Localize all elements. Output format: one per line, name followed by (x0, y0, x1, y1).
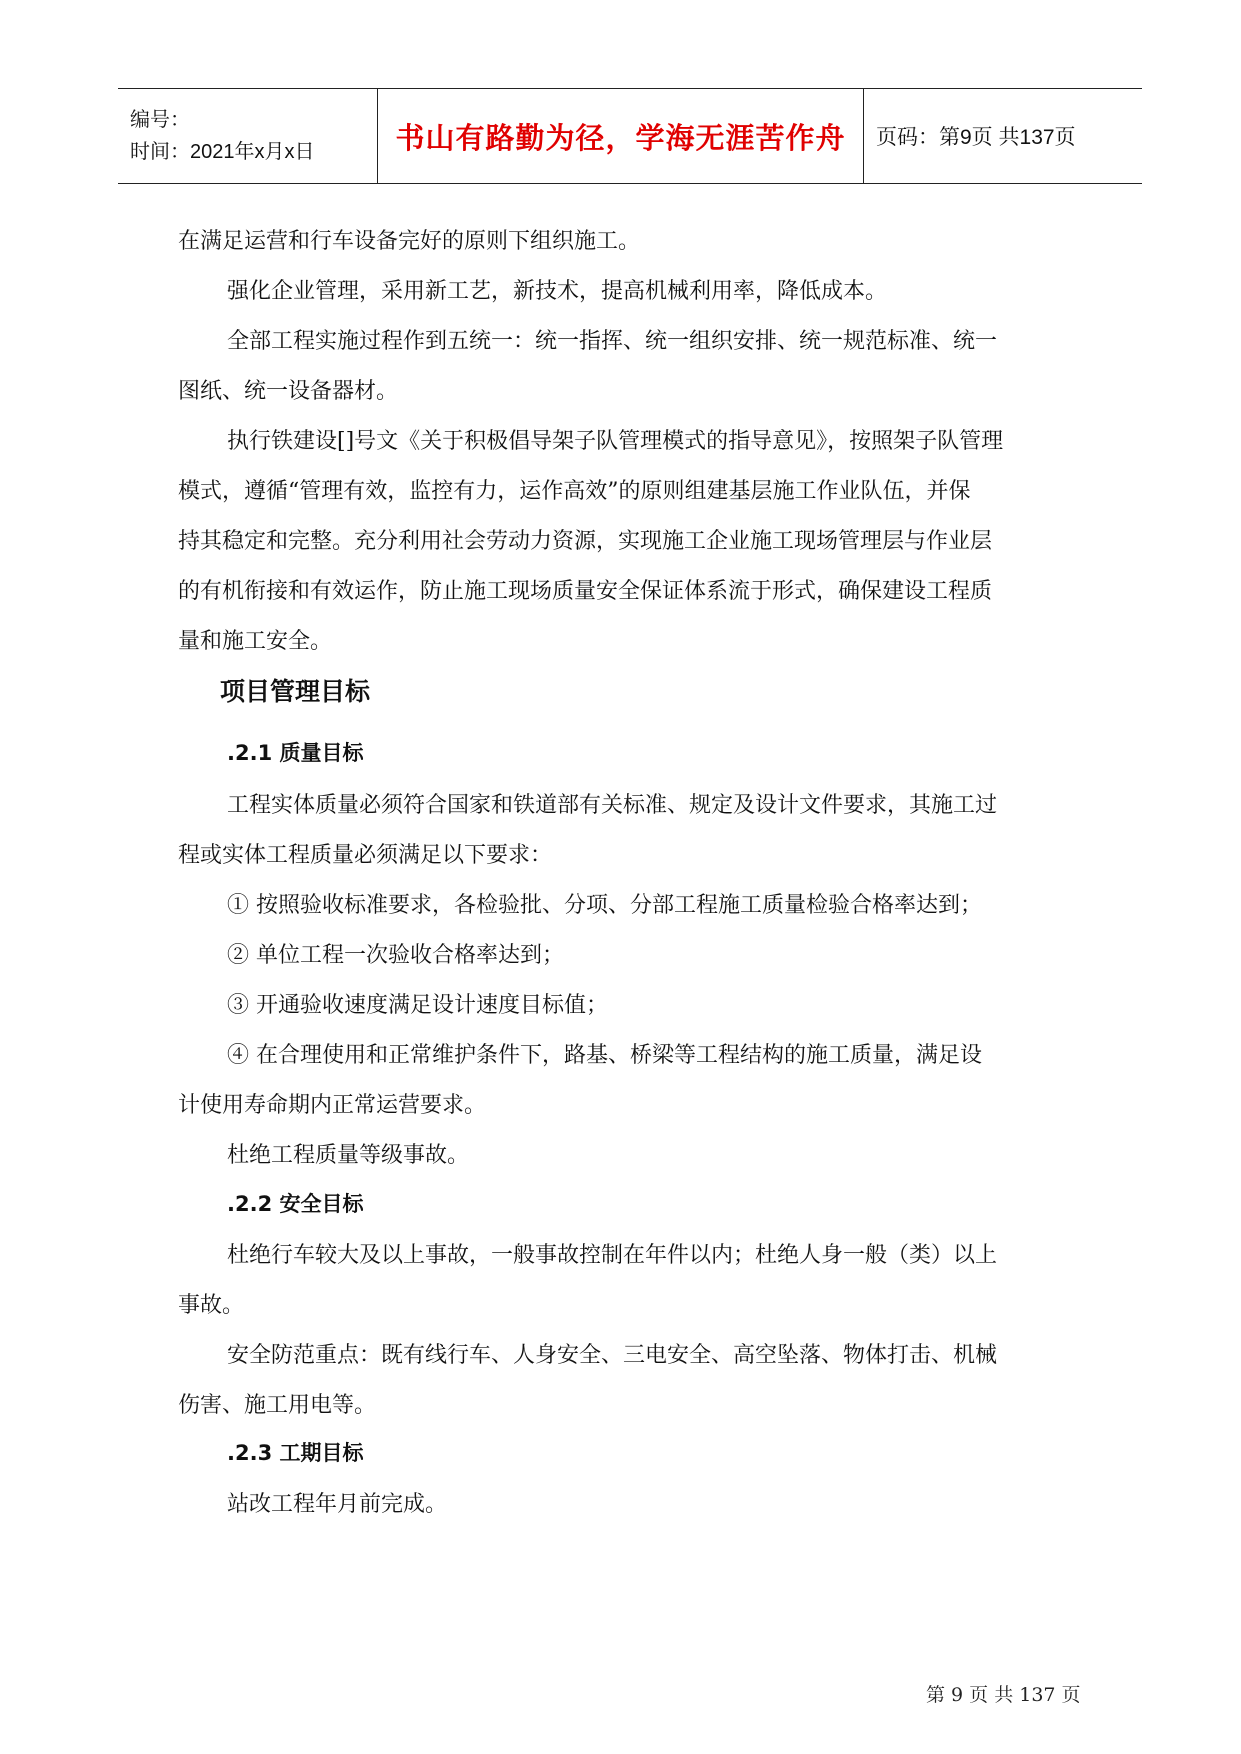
list-item: ④ 在合理使用和正常维护条件下，路基、桥梁等工程结构的施工质量，满足设 (227, 1043, 982, 1068)
number-label: 编号： (130, 109, 190, 131)
paragraph-line: 全部工程实施过程作到五统一：统一指挥、统一组织安排、统一规范标准、统一 (227, 329, 998, 354)
paragraph-line: 伤害、施工用电等。 (178, 1393, 377, 1418)
paragraph-line: 量和施工安全。 (178, 629, 333, 654)
time-label: 时间：2021年x月x日 (130, 141, 315, 163)
paragraph-line: 工程实体质量必须符合国家和铁道部有关标准、规定及设计文件要求，其施工过 (227, 793, 998, 818)
page-header (118, 88, 1142, 184)
subsection-heading-quality: .2.1 质量目标 (227, 741, 364, 765)
paragraph-line: 执行铁建设[]号文《关于积极倡导架子队管理模式的指导意见》，按照架子队管理 (227, 429, 1004, 454)
list-item: ① 按照验收标准要求，各检验批、分项、分部工程施工质量检验合格率达到； (227, 893, 982, 918)
section-heading: 项目管理目标 (220, 677, 371, 706)
motto: 书山有路勤为径，学海无涯苦作舟 (395, 120, 846, 155)
paragraph-line: 杜绝工程质量等级事故。 (227, 1143, 470, 1168)
paragraph-line: 的有机衔接和有效运作，防止施工现场质量安全保证体系流于形式，确保建设工程质 (178, 579, 993, 604)
paragraph-line: 程或实体工程质量必须满足以下要求： (178, 843, 553, 868)
list-item: ③ 开通验收速度满足设计速度目标值； (227, 993, 608, 1018)
paragraph-line: 图纸、统一设备器材。 (178, 379, 399, 404)
subsection-heading-schedule: .2.3 工期目标 (227, 1441, 364, 1465)
paragraph-line: 强化企业管理，采用新工艺，新技术，提高机械利用率，降低成本。 (227, 279, 888, 304)
paragraph-line: 站改工程年月前完成。 (227, 1492, 448, 1517)
header-meta (118, 89, 378, 183)
paragraph-line: 计使用寿命期内正常运营要求。 (178, 1093, 487, 1118)
header-page-cell (864, 89, 1142, 183)
paragraph-line: 在满足运营和行车设备完好的原则下组织施工。 (178, 229, 641, 254)
paragraph-line: 持其稳定和完整。充分利用社会劳动力资源，实现施工企业施工现场管理层与作业层 (178, 529, 993, 554)
header-motto-cell (378, 89, 864, 183)
paragraph-line: 事故。 (178, 1293, 245, 1318)
paragraph-line: 安全防范重点：既有线行车、人身安全、三电安全、高空坠落、物体打击、机械 (227, 1343, 998, 1368)
paragraph-line: 杜绝行车较大及以上事故，一般事故控制在年件以内；杜绝人身一般（类）以上 (227, 1243, 998, 1268)
page-footer: 第 9 页 共 137 页 (926, 1684, 1081, 1706)
paragraph-line: 模式，遵循“管理有效，监控有力，运作高效”的原则组建基层施工作业队伍，并保 (178, 479, 971, 504)
page-label: 页码：第9页 共137页 (876, 126, 1076, 149)
list-item: ② 单位工程一次验收合格率达到； (227, 943, 564, 968)
subsection-heading-safety: .2.2 安全目标 (227, 1192, 364, 1216)
